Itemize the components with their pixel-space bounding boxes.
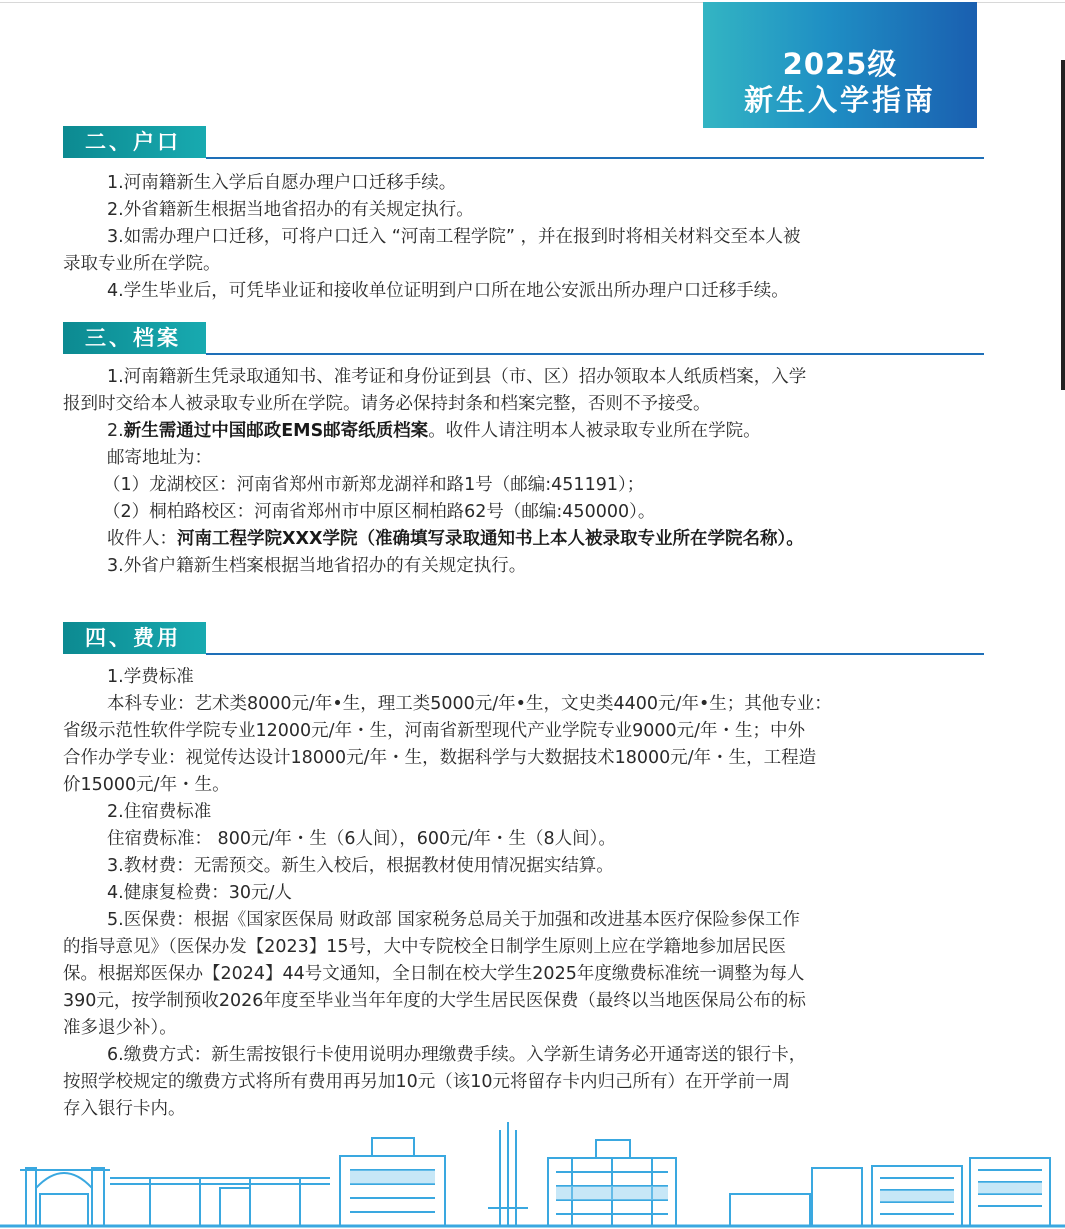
section-rule [206,353,984,355]
section-header-fees [63,622,984,656]
fees-line: 存入银行卡内。 [63,1099,186,1119]
archive-ems-note: 新生需通过中国邮政EMS邮寄纸质档案 [123,421,429,441]
archive-address-label: 邮寄地址为： [107,448,212,468]
hukou-item-1: 1.河南籍新生入学后自愿办理户口迁移手续。 [107,173,457,193]
hukou-item-3: 3.如需办理户口迁移，可将户口迁入 “河南工程学院” ，并在报到时将相关材料交至本人被 [107,227,801,247]
fees-line: 1.学费标准 [107,667,194,687]
archive-recipient: 收件人：河南工程学院XXX学院（准确填写录取通知书上本人被录取专业所在学院名称）。 [107,529,804,549]
hukou-item-4: 4.学生毕业后，可凭毕业证和接收单位证明到户口所在地公安派出所办理户口迁移手续。 [107,281,789,301]
section-tab-archive: 三、档案 [63,322,206,354]
archive-address-1: （1）龙湖校区：河南省郑州市新郑龙湖祥和路1号（邮编:451191）； [103,475,645,495]
section-body-archive [63,364,985,580]
guide-year: 2025级 [782,47,898,81]
fees-line: 的指导意见》（医保办发【2023】15号，大中专院校全日制学生原则上应在学籍地参加居民医 [63,937,787,957]
guide-title: 新生入学指南 [743,83,936,117]
section-body-hukou [63,170,985,305]
section-tab-hukou: 二、户口 [63,126,206,158]
section-tab-fees: 四、费用 [63,622,206,654]
section-rule [206,157,984,159]
fees-line: 4.健康复检费：30元/人 [107,883,292,903]
page-edge-bar [1061,60,1065,390]
fees-line: 省级示范性软件学院专业12000元/年・生，河南省新型现代产业学院专业9000元/年・生；中外 [63,721,805,741]
section-body-fees [63,664,985,1123]
hukou-item-2: 2.外省籍新生根据当地省招办的有关规定执行。 [107,200,474,220]
fees-line: 3.教材费：无需预交。新生入校后，根据教材使用情况据实结算。 [107,856,614,876]
hukou-item-3-cont: 录取专业所在学院。 [63,254,221,274]
fees-line: 准多退少补）。 [63,1018,177,1038]
archive-item-3: 3.外省户籍新生档案根据当地省招办的有关规定执行。 [107,556,527,576]
section-rule [206,653,984,655]
fees-line: 合作办学专业：视觉传达设计18000元/年・生，数据科学与大数据技术18000元/年・生，工程造 [63,748,817,768]
archive-recipient-value: 河南工程学院XXX学院（准确填写录取通知书上本人被录取专业所在学院名称）。 [177,529,804,549]
archive-address-2: （2）桐柏路校区：河南省郑州市中原区桐柏路62号（邮编:450000）。 [103,502,656,522]
archive-item-2: 2.新生需通过中国邮政EMS邮寄纸质档案。收件人请注明本人被录取专业所在学院。 [107,421,761,441]
guide-title-banner [703,2,977,128]
fees-line: 本科专业：艺术类8000元/年•生，理工类5000元/年•生，文史类4400元/年•生；其他专业： [107,694,832,714]
archive-item-1-cont: 报到时交给本人被录取专业所在学院。请务必保持封条和档案完整，否则不予接受。 [63,394,711,414]
section-header-hukou [63,126,984,160]
fees-line: 保。根据郑医保办【2024】44号文通知，全日制在校大学生2025年度缴费标准统一调整为每人 [63,964,805,984]
fees-line: 住宿费标准： 800元/年・生（6人间），600元/年・生（8人间）。 [107,829,616,849]
fees-line: 按照学校规定的缴费方式将所有费用再另加10元（该10元将留存卡内归己所有）在开学前一周 [63,1072,791,1092]
fees-line: 5.医保费：根据《国家医保局 财政部 国家税务总局关于加强和改进基本医疗保险参保工作 [107,910,800,930]
fees-line: 价15000元/年・生。 [63,775,230,795]
fees-line: 6.缴费方式：新生需按银行卡使用说明办理缴费手续。入学新生请务必开通寄送的银行卡， [107,1045,807,1065]
fees-line: 2.住宿费标准 [107,802,212,822]
archive-item-1: 1.河南籍新生凭录取通知书、准考证和身份证到县（市、区）招办领取本人纸质档案，入学 [107,367,807,387]
campus-skyline-illustration [0,1118,1065,1229]
section-header-archive [63,322,984,356]
fees-line: 390元，按学制预收2026年度至毕业当年年度的大学生居民医保费（最终以当地医保局公布的标 [63,991,806,1011]
